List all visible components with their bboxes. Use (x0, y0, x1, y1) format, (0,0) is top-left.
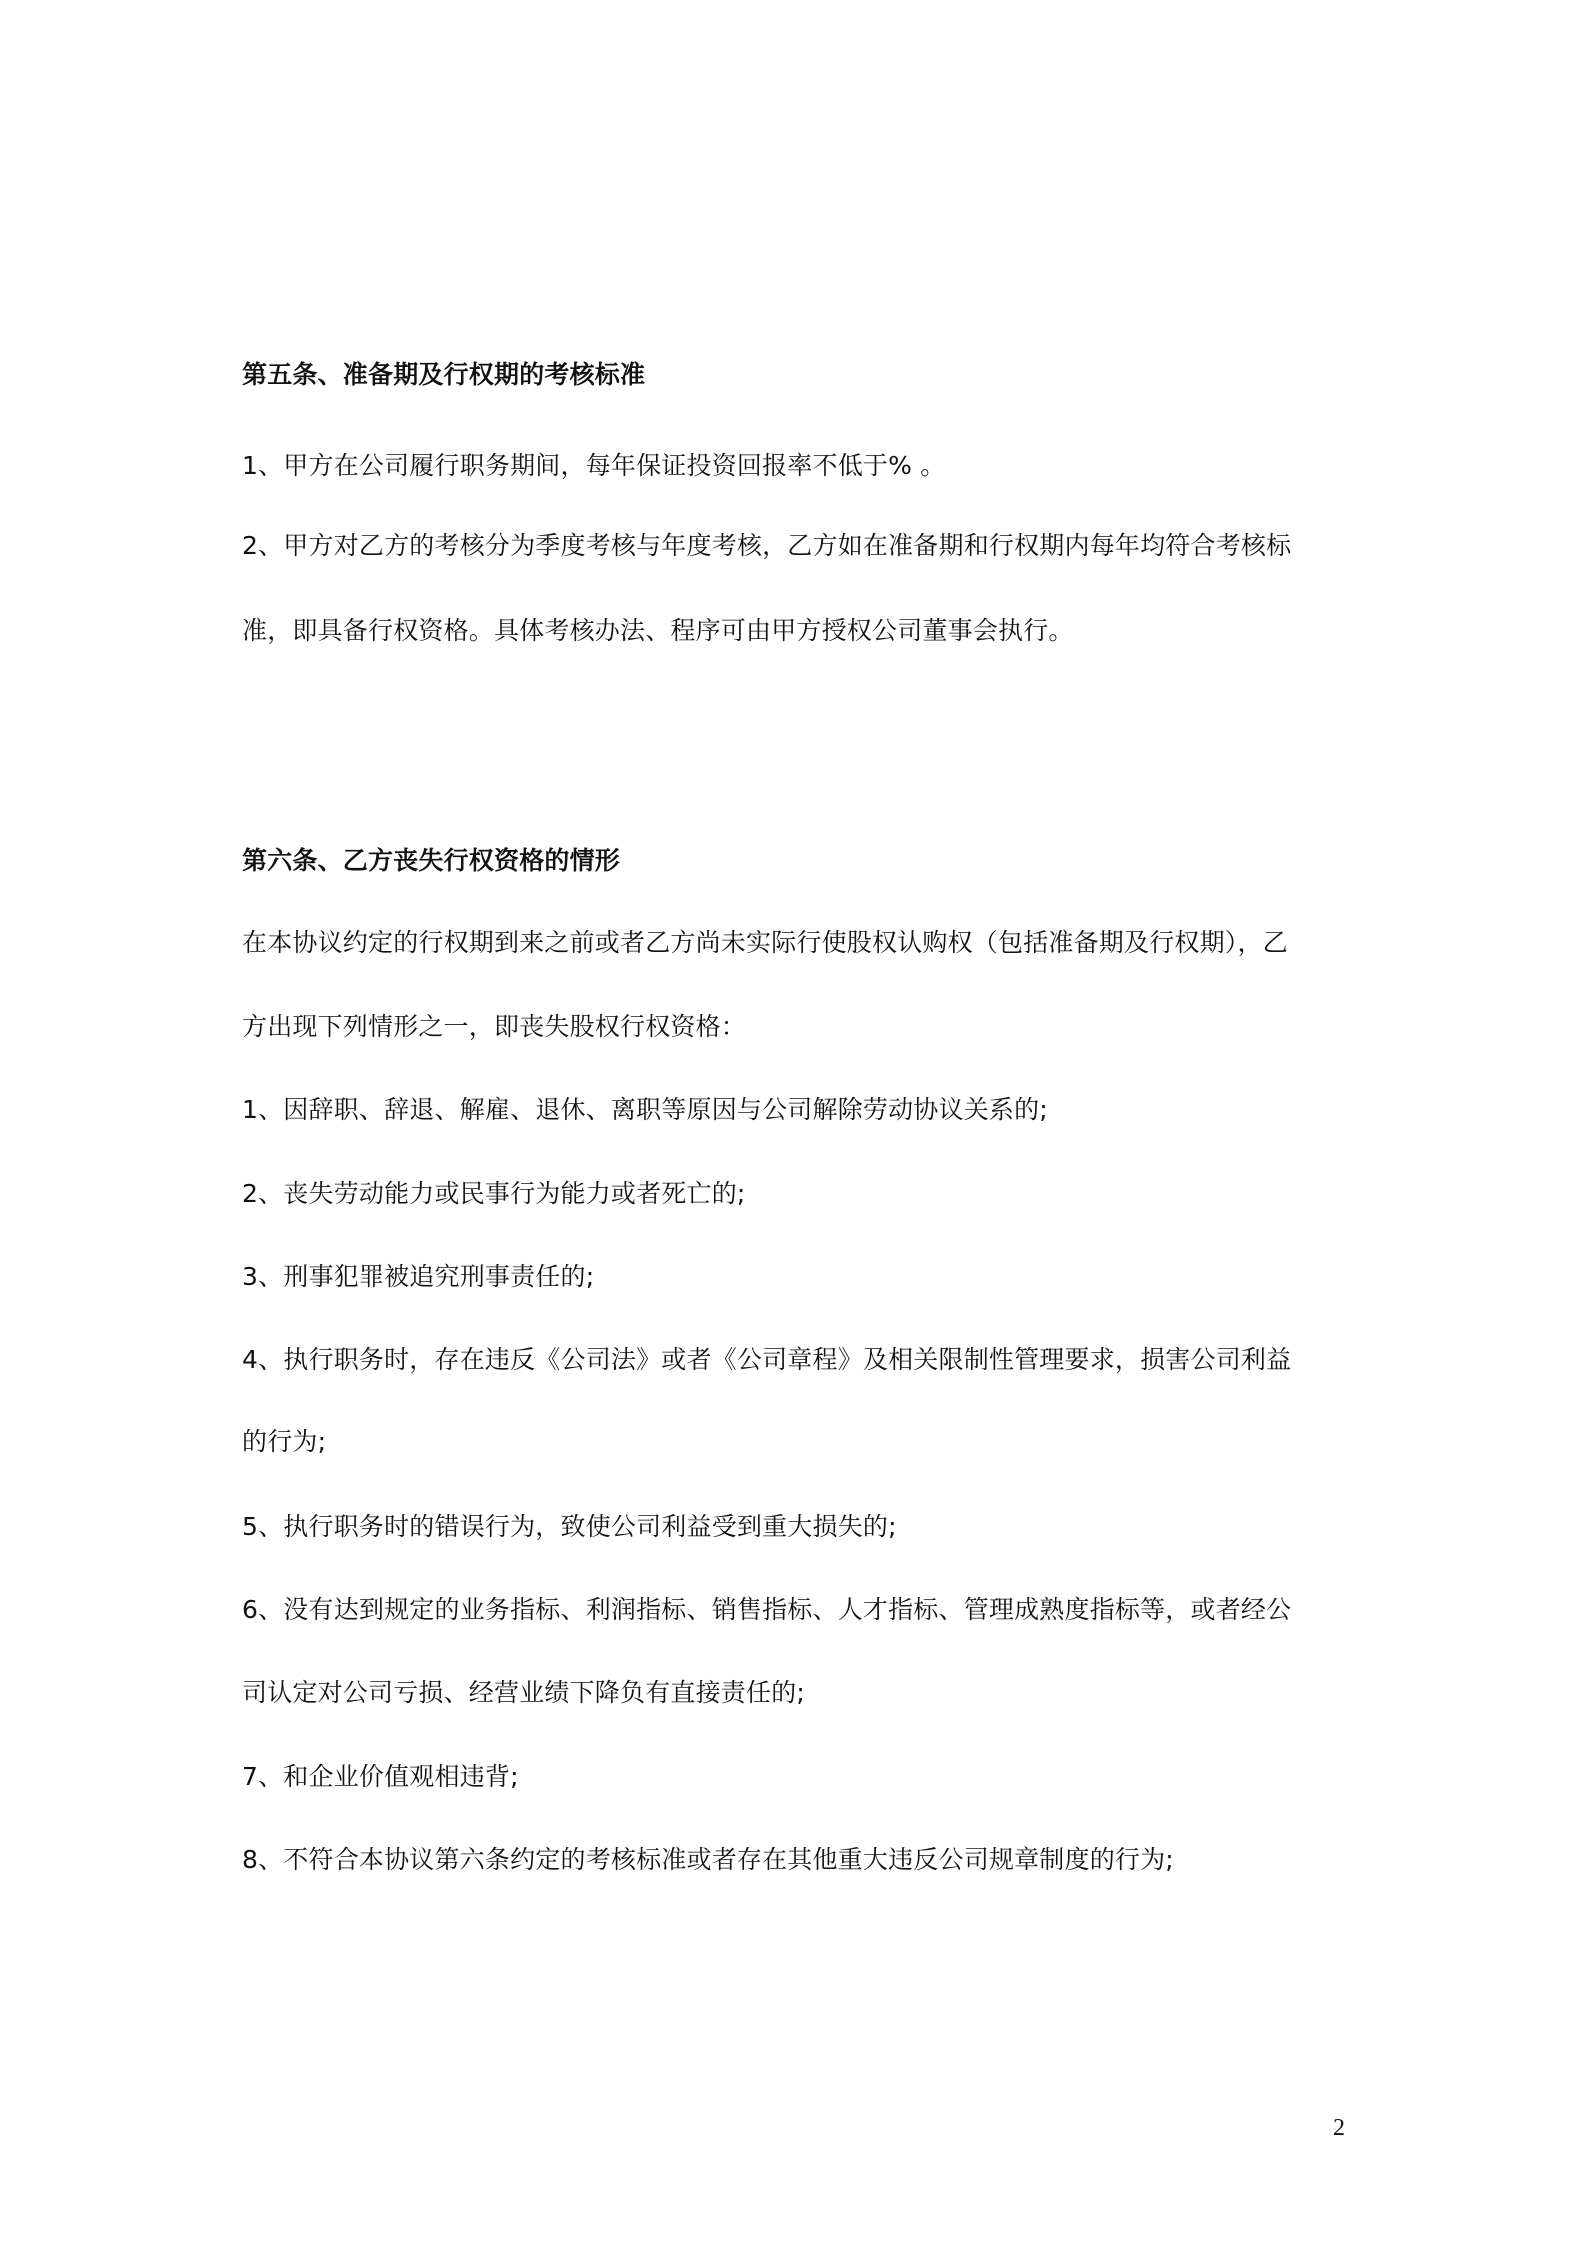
section-5-item-2-line-1: 2、甲方对乙方的考核分为季度考核与年度考核，乙方如在准备期和行权期内每年均符合考核标 (242, 531, 1292, 560)
section-6-item-5: 5、执行职务时的错误行为，致使公司利益受到重大损失的; (242, 1512, 897, 1541)
section-6-item-2: 2、丧失劳动能力或民事行为能力或者死亡的; (242, 1179, 746, 1208)
section-5-item-2-line-2: 准，即具备行权资格。具体考核办法、程序可由甲方授权公司董事会执行。 (242, 616, 1074, 645)
section-6-item-3: 3、刑事犯罪被追究刑事责任的; (242, 1262, 595, 1291)
section-6-item-8: 8、不符合本协议第六条约定的考核标准或者存在其他重大违反公司规章制度的行为; (242, 1845, 1174, 1874)
section-6-item-4-line-2: 的行为; (242, 1427, 327, 1456)
section-6-item-4-line-1: 4、执行职务时，存在违反《公司法》或者《公司章程》及相关限制性管理要求，损害公司利益 (242, 1345, 1292, 1374)
section-5-item-1: 1、甲方在公司履行职务期间，每年保证投资回报率不低于% 。 (242, 451, 946, 480)
section-6-item-7: 7、和企业价值观相违背; (242, 1762, 519, 1791)
section-6-item-1: 1、因辞职、辞退、解雇、退休、离职等原因与公司解除劳动协议关系的; (242, 1095, 1048, 1124)
section-5-heading: 第五条、准备期及行权期的考核标准 (242, 360, 646, 389)
page-number: 2 (1333, 2115, 1345, 2141)
section-6-intro-line-1: 在本协议约定的行权期到来之前或者乙方尚未实际行使股权认购权（包括准备期及行权期），乙 (242, 928, 1288, 957)
section-6-item-6-line-2: 司认定对公司亏损、经营业绩下降负有直接责任的; (242, 1678, 806, 1707)
section-6-intro-line-2: 方出现下列情形之一，即丧失股权行权资格： (242, 1012, 747, 1041)
section-6-item-6-line-1: 6、没有达到规定的业务指标、利润指标、销售指标、人才指标、管理成熟度指标等，或者经公 (242, 1595, 1292, 1624)
section-6-heading: 第六条、乙方丧失行权资格的情形 (242, 846, 621, 875)
